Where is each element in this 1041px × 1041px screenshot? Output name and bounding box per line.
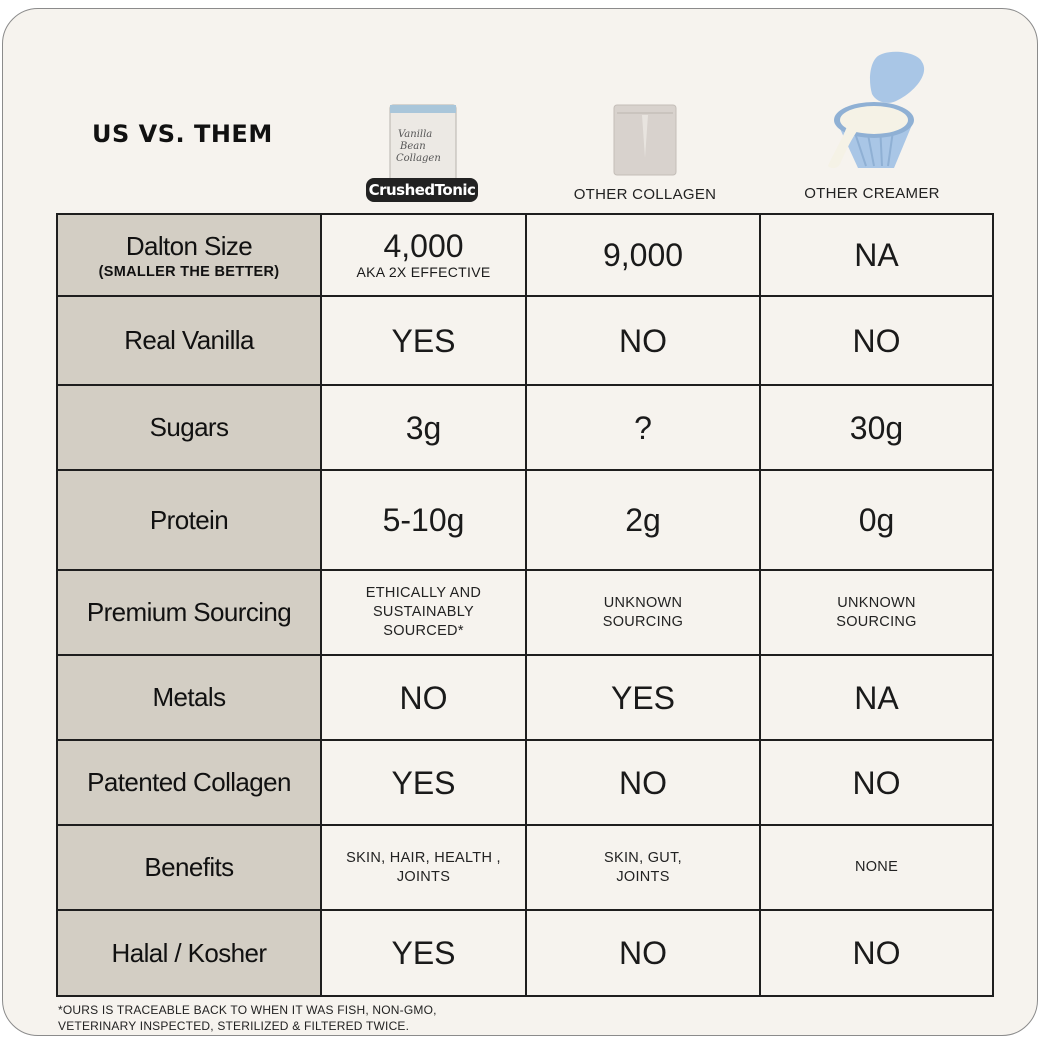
table-row (57, 655, 993, 740)
cell-collagen (526, 570, 760, 655)
cell-value: 5-10g (382, 502, 465, 538)
cell-value: 4,000 (383, 228, 464, 264)
cell-value: YES (391, 322, 456, 359)
table-row (57, 910, 993, 996)
cell-value: NA (854, 237, 899, 273)
row-label: Sugars (57, 385, 321, 470)
svg-text:Collagen: Collagen (396, 153, 441, 164)
table-row (57, 214, 993, 296)
cell-creamer (760, 740, 993, 825)
cell-value: 9,000 (602, 237, 684, 273)
cell-collagen (526, 214, 760, 296)
cell-creamer (760, 385, 993, 470)
cell-value: SKIN, HAIR, HEALTH , JOINTS (346, 849, 501, 885)
cell-ours (321, 825, 526, 910)
row-label: Halal / Kosher (57, 910, 321, 996)
cell-ours (321, 740, 526, 825)
table-row (57, 740, 993, 825)
cell-creamer (760, 296, 993, 385)
cell-ours (321, 296, 526, 385)
other-creamer-image (818, 50, 930, 175)
cell-creamer (760, 825, 993, 910)
cell-value: YES (391, 764, 456, 801)
cell-ours (321, 214, 526, 296)
row-label-text: Dalton Size (125, 230, 253, 261)
row-label (57, 214, 321, 296)
cell-collagen (526, 385, 760, 470)
cell-value: UNKNOWN SOURCING (836, 594, 917, 630)
cell-value: UNKNOWN SOURCING (602, 594, 684, 630)
comparison-table (56, 213, 994, 997)
cell-creamer (760, 570, 993, 655)
cell-value: 30g (849, 409, 904, 446)
cell-ours (321, 910, 526, 996)
row-label: Metals (57, 655, 321, 740)
cell-collagen (526, 825, 760, 910)
table-row (57, 385, 993, 470)
row-label: Premium Sourcing (57, 570, 321, 655)
table-row (57, 825, 993, 910)
svg-text:Vanilla: Vanilla (398, 129, 433, 140)
cell-value: ETHICALLY AND SUSTAINABLY SOURCED* (365, 585, 482, 639)
cell-value: ? (634, 409, 652, 446)
page-title: US VS. THEM (92, 120, 273, 148)
cell-collagen (526, 470, 760, 570)
cell-value: SKIN, GUT, JOINTS (604, 849, 682, 885)
row-label: Protein (57, 470, 321, 570)
row-sublabel: (SMALLER THE BETTER) (98, 263, 280, 280)
cell-value: NO (852, 322, 901, 359)
cell-value: 0g (858, 502, 895, 538)
cell-subvalue: AKA 2X EFFECTIVE (356, 264, 491, 280)
footnote-line: *OURS IS TRACEABLE BACK TO WHEN IT WAS FISH, NON-GMO, (58, 1003, 437, 1017)
row-label: Real Vanilla (57, 296, 321, 385)
other-collagen-image (612, 103, 678, 179)
column-header-other-creamer: OTHER CREAMER (804, 185, 940, 202)
table-row (57, 296, 993, 385)
cell-creamer (760, 655, 993, 740)
brand-logo: CrushedTonic (366, 178, 478, 202)
column-header-other-collagen: OTHER COLLAGEN (573, 186, 717, 203)
row-label: Benefits (57, 825, 321, 910)
cell-value: YES (391, 935, 456, 971)
cell-value: NO (619, 764, 667, 801)
cell-value: NO (852, 935, 901, 971)
cell-value: YES (610, 679, 676, 716)
cell-collagen (526, 655, 760, 740)
creamer-cup-icon (818, 50, 930, 175)
cell-value: 3g (405, 409, 442, 446)
footnote (58, 1002, 437, 1034)
table-row (57, 470, 993, 570)
row-label: Patented Collagen (57, 740, 321, 825)
cell-value: NO (619, 322, 667, 359)
cell-ours (321, 655, 526, 740)
cell-collagen (526, 296, 760, 385)
cell-creamer (760, 470, 993, 570)
cell-value: NO (399, 679, 448, 716)
cell-value: 2g (625, 502, 661, 538)
cell-ours (321, 385, 526, 470)
cell-ours (321, 470, 526, 570)
cell-value: NO (619, 935, 667, 971)
cell-collagen (526, 740, 760, 825)
cell-ours (321, 570, 526, 655)
cell-value: NONE (854, 859, 899, 875)
generic-pouch-icon (612, 103, 678, 179)
footnote-line: VETERINARY INSPECTED, STERILIZED & FILTERED TWICE. (58, 1019, 410, 1033)
cell-creamer (760, 214, 993, 296)
cell-value: NA (854, 679, 899, 716)
cell-value: NO (852, 764, 901, 801)
cell-collagen (526, 910, 760, 996)
cell-creamer (760, 910, 993, 996)
table-row (57, 570, 993, 655)
svg-text:Bean: Bean (400, 141, 426, 152)
